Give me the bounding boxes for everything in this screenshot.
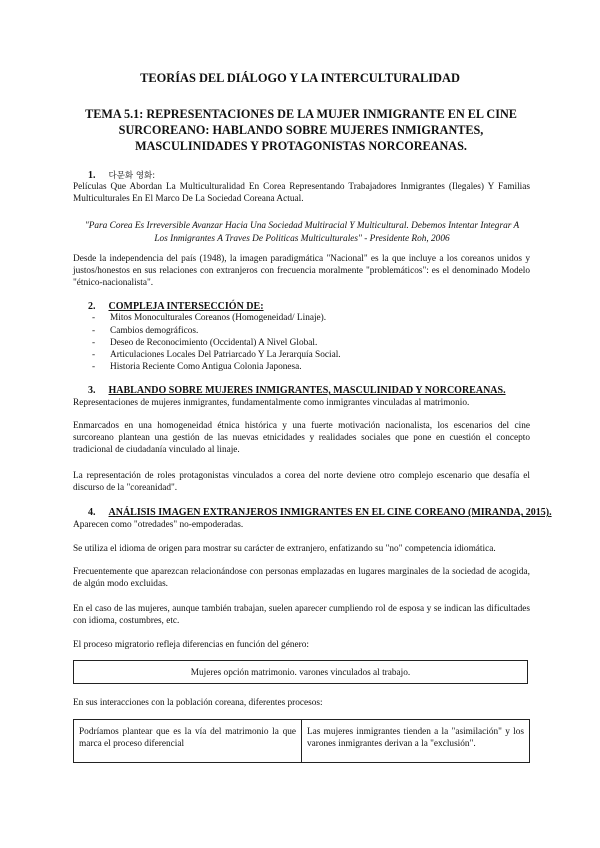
list-item: - Deseo de Reconocimiento (Occidental) A Nivel Global. (92, 338, 318, 348)
list-item: - Mitos Monoculturales Coreanos (Homogeneidad/ Linaje). (92, 313, 327, 323)
list-item: - Historia Reciente Como Antigua Colonia Japonesa. (92, 362, 302, 372)
section-number: 1. (88, 170, 96, 181)
table-cell: Las mujeres inmigrantes tienden a la "asimilación" y los varones inmigrantes derivan a la "exclusión". (301, 720, 529, 762)
section-3-p1: Representaciones de mujeres inmigrantes, fundamentalmente como inmigrantes vinculadas al matrimonio. (73, 398, 470, 408)
processes-table (73, 719, 530, 763)
section-number: 4. (88, 507, 96, 518)
section-1-text: Películas Que Abordan La Multiculturalidad En Corea Representando Trabajadores Inmigrantes (Ilegales) Y Familias Multiculturales En El Marco De La Sociedad Coreana Actual. (73, 182, 530, 204)
gender-difference-box: Mujeres opción matrimonio. varones vinculados al trabajo. (73, 660, 528, 684)
section-4-p4: En el caso de las mujeres, aunque también trabajan, suelen aparecer cumpliendo rol de esposa y se indican las dificultades con idioma, costumbres, etc. (73, 604, 530, 626)
section-heading-text: HABLANDO SOBRE MUJERES INMIGRANTES, MASCULINIDAD Y NORCOREANAS. (108, 385, 506, 396)
topic-title (68, 106, 534, 154)
section-1-paragraph: Desde la independencia del país (1948), la imagen paradigmática "Nacional" es la que incluye a los coreanos unidos y justos/honestos en sus relaciones con extranjeros con frecuencia moralmente "problemáticos": es el denominado Modelo "étnico-nacionalista". (73, 254, 530, 288)
section-4-p6: En sus interacciones con la población coreana, diferentes procesos: (73, 698, 323, 708)
topic-title-line: SURCOREANO: HABLANDO SOBRE MUJERES INMIGRANTES, (118, 123, 484, 137)
president-quote: "Para Corea Es Irreversible Avanzar Hacia Una Sociedad Multiracial Y Multicultural. Debemos Intentar Integrar A Los Inmigrantes A Traves De Politicas Multiculturales" - Presidente Roh, 2006 (84, 221, 520, 244)
section-2-heading (88, 301, 264, 312)
list-item: - Cambios demográficos. (92, 326, 199, 336)
topic-title-line: TEMA 5.1: REPRESENTACIONES DE LA MUJER INMIGRANTE EN EL CINE (85, 107, 517, 121)
section-4-p2: Se utiliza el idioma de origen para mostrar su carácter de extranjero, enfatizando su "no" competencia idiomática. (73, 544, 496, 554)
topic-title-line: MASCULINIDADES Y PROTAGONISTAS NORCOREANAS. (135, 139, 467, 153)
section-3-p2: Enmarcados en una homogeneidad étnica histórica y una fuerte motivación nacionalista, los escenarios del cine surcoreano plantean una gestión de las nuevas etnicidades y realidades sociales que pone en cuestión el concepto tradicional de ciudadanía vinculado al linaje. (73, 421, 530, 455)
section-heading-text: COMPLEJA INTERSECCIÓN DE: (108, 301, 264, 312)
section-4-p5: El proceso migratorio refleja diferencias en función del género: (73, 640, 309, 650)
section-heading-text: 다문화 영화: (108, 171, 156, 181)
section-number: 3. (88, 385, 96, 396)
section-heading-text: ANÁLISIS IMAGEN EXTRANJEROS INMIGRANTES EN EL CINE COREANO (MIRANDA, 2015). (108, 507, 552, 518)
list-item: - Articulaciones Locales Del Patriarcado Y La Jerarquía Social. (92, 350, 341, 360)
document-title: TEORÍAS DEL DIÁLOGO Y LA INTERCULTURALIDAD (140, 71, 460, 85)
section-3-p3: La representación de roles protagonistas vinculados a corea del norte deviene otro complejo escenario que desafía el discurso de la "coreanidad". (73, 471, 530, 493)
section-4-p3: Frecuentemente que aparezcan relacionándose con personas emplazadas en lugares marginales de la sociedad de acogida, de algún modo excluidas. (73, 567, 530, 589)
section-4-heading (88, 507, 552, 518)
table-cell: Podríamos plantear que es la vía del matrimonio la que marca el proceso diferencial (79, 727, 296, 749)
section-4-p1: Aparecen como "otredades" no-empoderadas. (73, 520, 244, 530)
section-1-heading (88, 169, 155, 181)
section-number: 2. (88, 301, 96, 312)
section-3-heading (88, 385, 506, 396)
